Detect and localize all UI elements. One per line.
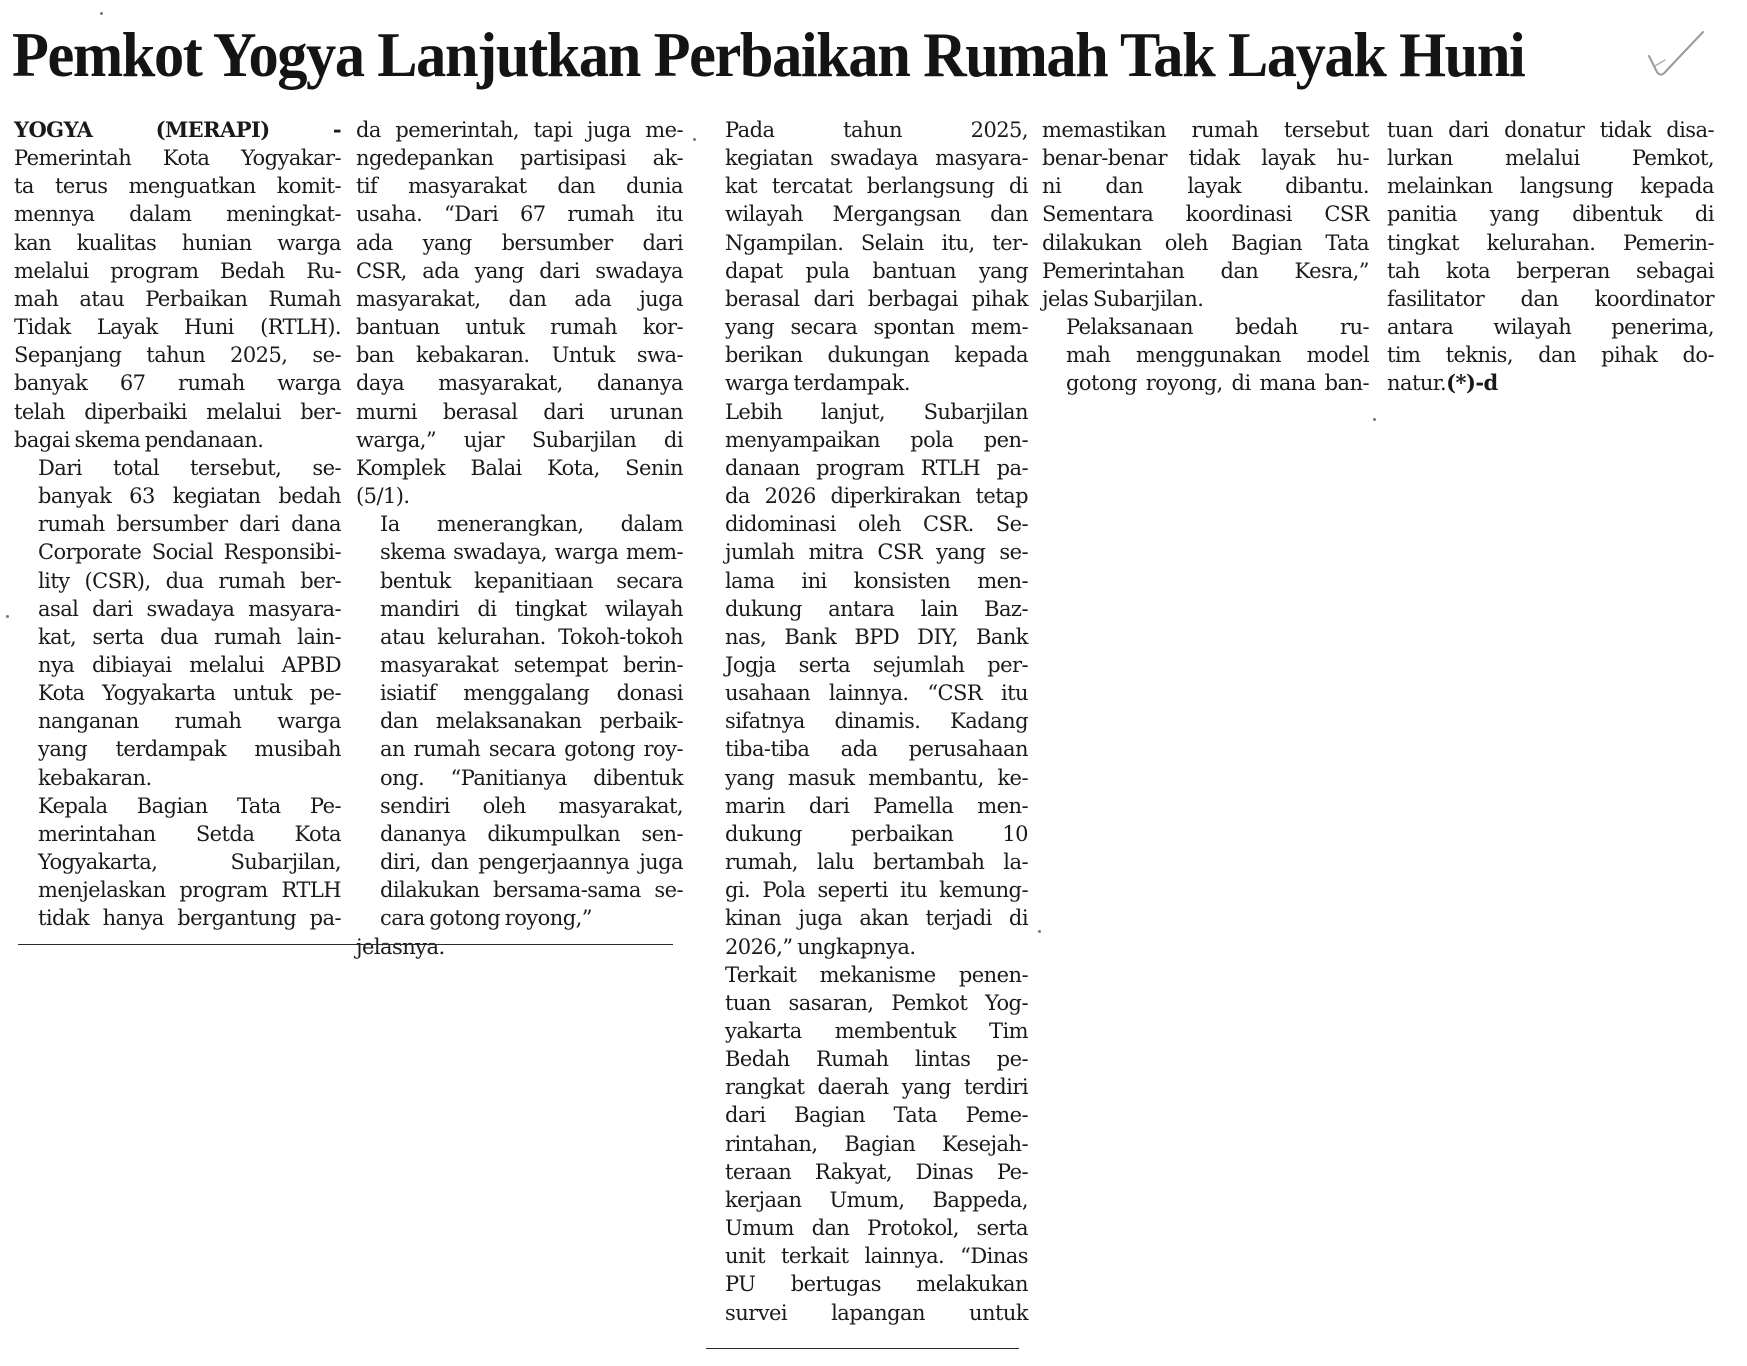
article-paragraph: Dari total tersebut, se- banyak 63 kegiatan bedah rumah bersumber dari dana Corporate Social Responsibi- lity (CSR), dua rumah ber- asal dari swadaya masyara- kat, serta dua rumah lain- nya dibiayai melalui APBD Kota Yogyakarta untuk pe- nanganan rumah warga yang terdampak musibah kebakaran.: [38, 455, 341, 790]
article-column-5: [1387, 116, 1714, 398]
article-dateline: YOGYA (MERAPI) -: [14, 117, 341, 142]
article-column-1: [14, 116, 341, 933]
article-headline: Pemkot Yogya Lanjutkan Perbaikan Rumah Tak Layak Huni: [12, 19, 1525, 90]
print-speck: [100, 12, 103, 15]
article-paragraph: Pelaksanaan bedah ru- mah menggunakan model gotong royong, di mana ban-: [1066, 315, 1369, 396]
article-paragraph: YOGYA (MERAPI) - Pemerintah Kota Yogyakar- ta terus menguatkan komit- mennya dalam meningkat- kan kualitas hunian warga melalui program Bedah Ru- mah atau Perbaikan Rumah Tidak Layak Huni (RTLH). Sepanjang tahun 2025, se- banyak 67 rumah warga telah diperbaiki melalui ber- bagai skema pendanaan.: [14, 117, 341, 452]
article-paragraph: Pada tahun 2025, kegiatan swadaya masyara- kat tercatat berlangsung di wilayah Mergangsan dan Ngampilan. Selain itu, ter- dapat pula bantuan yang berasal dari berbagai pihak yang secara spontan mem- berikan dukungan kepada warga terdampak.: [725, 118, 1028, 396]
handwritten-check-icon: [1645, 26, 1707, 88]
article-paragraph: Kepala Bagian Tata Pe- merintahan Setda Kota Yogyakarta, Subarjilan, menjelaskan program RTLH tidak hanya bergantung pa-: [38, 793, 341, 931]
column-divider-rule: [706, 1348, 1019, 1349]
article-paragraph: tuan dari donatur tidak disa- lurkan melalui Pemkot, melainkan langsung kepada panitia yang dibentuk di tingkat kelurahan. Pemerin- tah kota berperan sebagai fasilitator dan koordinator antara wilayah penerima, tim teknis, dan pihak do- natur.(*)-d: [1387, 118, 1714, 396]
print-speck: [1038, 930, 1041, 933]
print-speck: [1373, 418, 1376, 421]
article-paragraph: da pemerintah, tapi juga me- ngedepankan partisipasi ak- tif masyarakat dan dunia usaha. “Dari 67 rumah itu ada yang bersumber dari CSR, ada yang dari swadaya masyarakat, dan ada juga bantuan untuk rumah kor- ban kebakaran. Untuk swa- daya masyarakat, dananya murni berasal dari urunan warga,” ujar Subarjilan di Komplek Balai Kota, Senin (5/1).: [356, 118, 683, 509]
print-speck: [6, 615, 9, 618]
article-paragraph: Ia menerangkan, dalam skema swadaya, warga mem- bentuk kepanitiaan secara mandiri di tingkat wilayah atau kelurahan. Tokoh-tokoh masyarakat setempat berin- isiatif menggalang donasi dan melaksanakan perbaik- an rumah secara gotong roy- ong. “Panitianya dibentuk sendiri oleh masyarakat, dananya dikumpulkan sen- diri, dan pengerjaannya juga dilakukan bersama-sama se- cara gotong royong,” jelasnya.: [356, 512, 683, 959]
article-column-3: [701, 116, 1028, 1327]
article-paragraph: memastikan rumah tersebut benar-benar tidak layak hu- ni dan layak dibantu. Sementara koordinasi CSR dilakukan oleh Bagian Tata Pemerintahan dan Kesra,” jelas Subarjilan.: [1042, 118, 1369, 311]
article-column-4: [1042, 116, 1369, 398]
article-paragraph: Lebih lanjut, Subarjilan menyampaikan pola pen- danaan program RTLH pa- da 2026 diperkirakan tetap didominasi oleh CSR. Se- jumlah mitra CSR yang se- lama ini konsisten men- dukung antara lain Baz- nas, Bank BPD DIY, Bank Jogja serta sejumlah per- usahaan lainnya. “CSR itu sifatnya dinamis. Kadang tiba-tiba ada perusahaan yang masuk membantu, ke- marin dari Pamella men- dukung perbaikan 10 rumah, lalu bertambah la- gi. Pola seperti itu kemung- kinan juga akan terjadi di 2026,” ungkapnya.: [725, 399, 1028, 959]
article-paragraph: Terkait mekanisme penen- tuan sasaran, Pemkot Yog- yakarta membentuk Tim Bedah Rumah lintas pe- rangkat daerah yang terdiri dari Bagian Tata Peme- rintahan, Bagian Kesejah- teraan Rakyat, Dinas Pe- kerjaan Umum, Bappeda, Umum dan Protokol, serta unit terkait lainnya. “Dinas PU bertugas melakukan survei lapangan untuk: [725, 962, 1028, 1325]
article-signoff: (*)-d: [1446, 370, 1498, 396]
column-divider-rule: [18, 944, 673, 945]
article-column-2: [356, 116, 683, 961]
print-speck: [693, 138, 696, 141]
